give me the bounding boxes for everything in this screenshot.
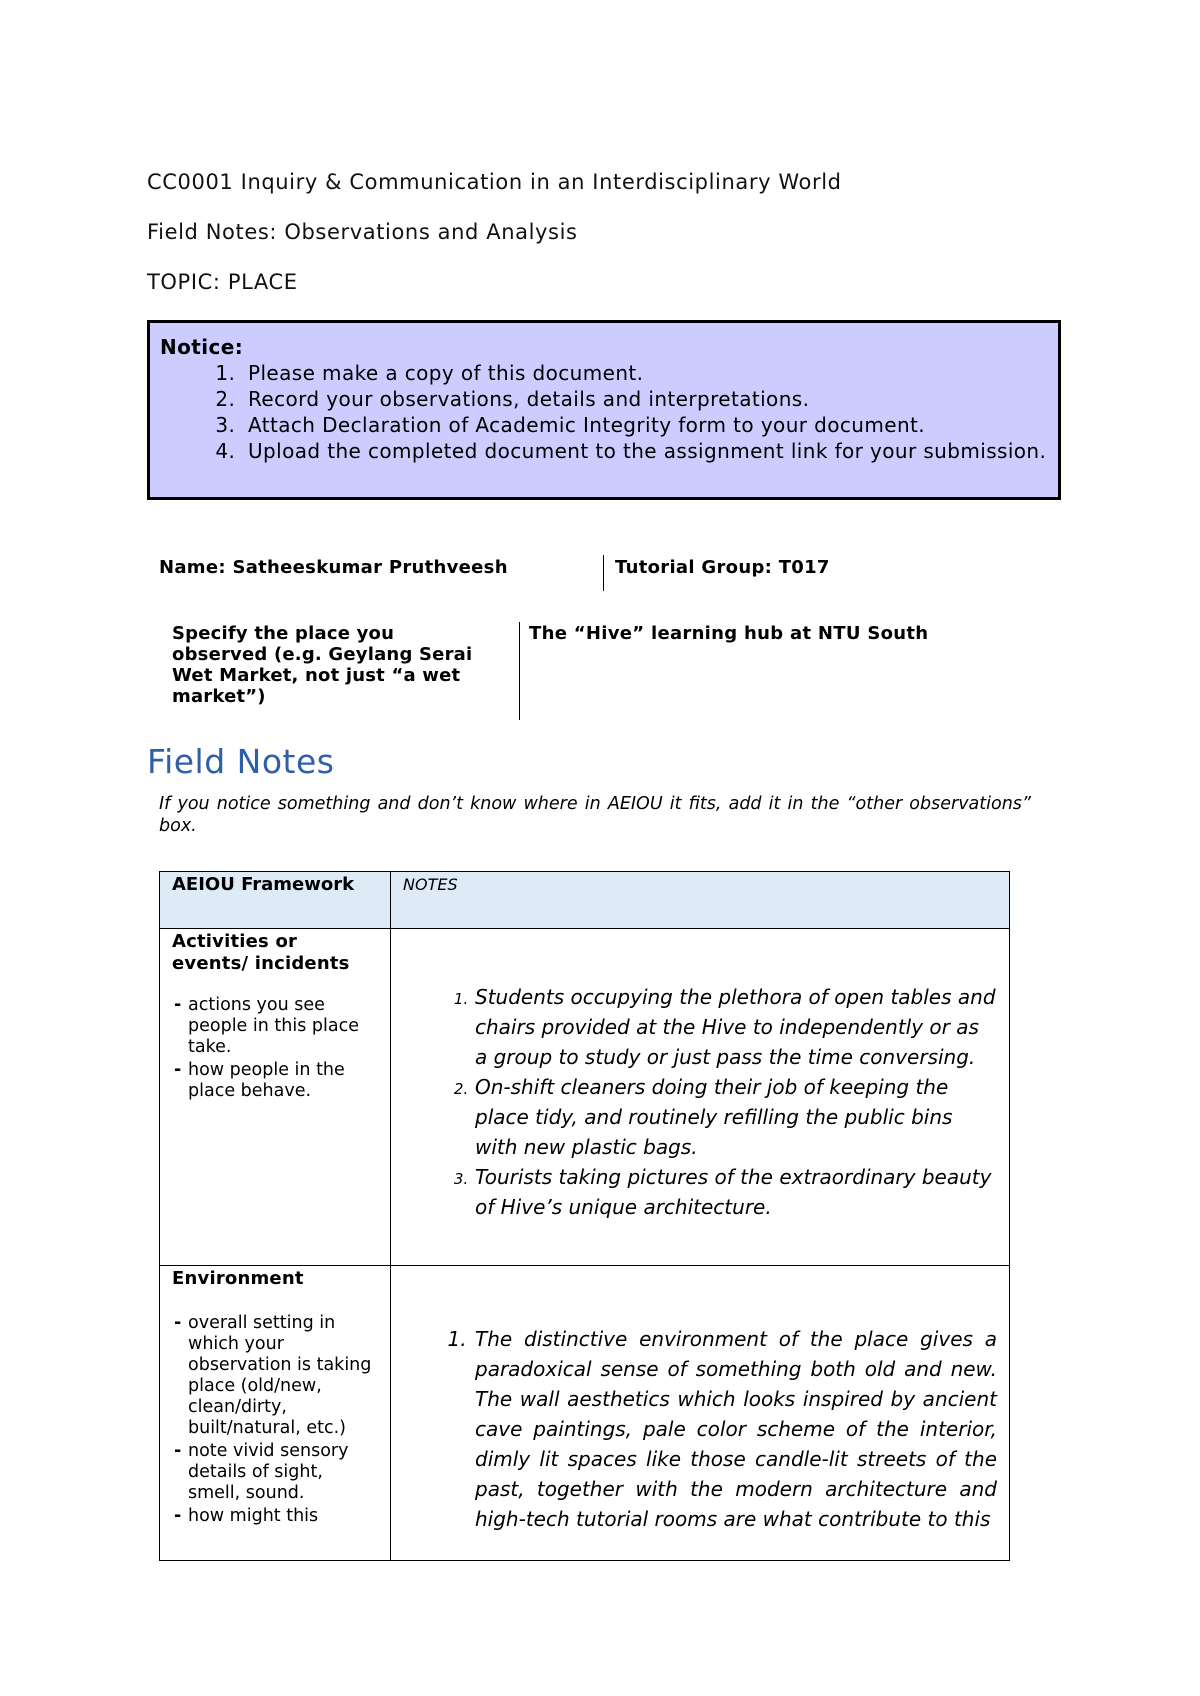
row-title: Environment <box>172 1268 304 1289</box>
table-row <box>160 929 1010 1266</box>
note-item: 2. On-shift cleaners doing their job of keeping the place tidy, and routinely refilling the public bins with new plastic bags. <box>473 1072 997 1162</box>
table-row <box>160 1266 1010 1561</box>
notes-cell[interactable] <box>391 929 1010 1266</box>
notice-item: 3. Attach Declaration of Academic Integrity form to your document. <box>242 412 1048 438</box>
guide-item: - note vivid sensory details of sight, smell, sound. <box>172 1441 378 1504</box>
student-name: Name: Satheeskumar Pruthveesh <box>159 557 508 578</box>
row-guide-cell <box>160 929 391 1266</box>
aeiou-table <box>159 871 1010 1561</box>
notice-item: 4. Upload the completed document to the assignment link for your submission. <box>242 438 1048 464</box>
notice-item: 1. Please make a copy of this document. <box>242 360 1048 386</box>
place-value: The “Hive” learning hub at NTU South <box>529 623 929 644</box>
guide-item: - overall setting in which your observation is taking place (old/new, clean/dirty, built/natural, etc.) <box>172 1313 378 1439</box>
document-subtitle: Field Notes: Observations and Analysis <box>147 220 578 244</box>
row-title: Activities or events/ incidents <box>172 931 350 974</box>
notice-list <box>160 360 1048 464</box>
header-framework: AEIOU Framework <box>160 872 391 929</box>
section-title: Field Notes <box>147 742 335 781</box>
table-header-row <box>160 872 1010 929</box>
notes-list <box>403 1324 997 1534</box>
note-item: 3. Tourists taking pictures of the extraordinary beauty of Hive’s unique architecture. <box>473 1162 997 1222</box>
notes-list <box>403 982 997 1222</box>
notice-item: 2. Record your observations, details and interpretations. <box>242 386 1048 412</box>
section-instruction: If you notice something and don’t know where in AEIOU it fits, add it in the “other observations” box. <box>159 794 1031 836</box>
notice-title: Notice: <box>160 335 244 359</box>
note-item: 1. The distinctive environment of the place gives a paradoxical sense of something both old and new. The wall aesthetics which looks inspired by ancient cave paintings, pale color scheme of the interior, dimly lit spaces like those candle-lit streets of the past, together with the modern architecture and high-tech tutorial rooms are what contribute to this <box>473 1324 997 1534</box>
notes-cell[interactable] <box>391 1266 1010 1561</box>
header-notes: NOTES <box>391 872 1010 929</box>
guide-item: - how might this <box>172 1506 378 1527</box>
tutorial-group: Tutorial Group: T017 <box>615 557 830 578</box>
row-guide-cell <box>160 1266 391 1561</box>
divider <box>519 622 520 720</box>
course-title: CC0001 Inquiry & Communication in an Interdisciplinary World <box>147 170 842 194</box>
guide-item: - actions you see people in this place take. <box>172 995 378 1058</box>
note-item: 1. Students occupying the plethora of open tables and chairs provided at the Hive to independently or as a group to study or just pass the time conversing. <box>473 982 997 1072</box>
guide-list <box>172 1313 378 1527</box>
topic-line: TOPIC: PLACE <box>147 270 298 294</box>
notice-box <box>147 320 1061 500</box>
divider <box>603 555 604 591</box>
guide-list <box>172 995 378 1102</box>
place-label: Specify the place you observed (e.g. Geylang Serai Wet Market, not just “a wet market”) <box>172 623 473 707</box>
guide-item: - how people in the place behave. <box>172 1060 378 1102</box>
